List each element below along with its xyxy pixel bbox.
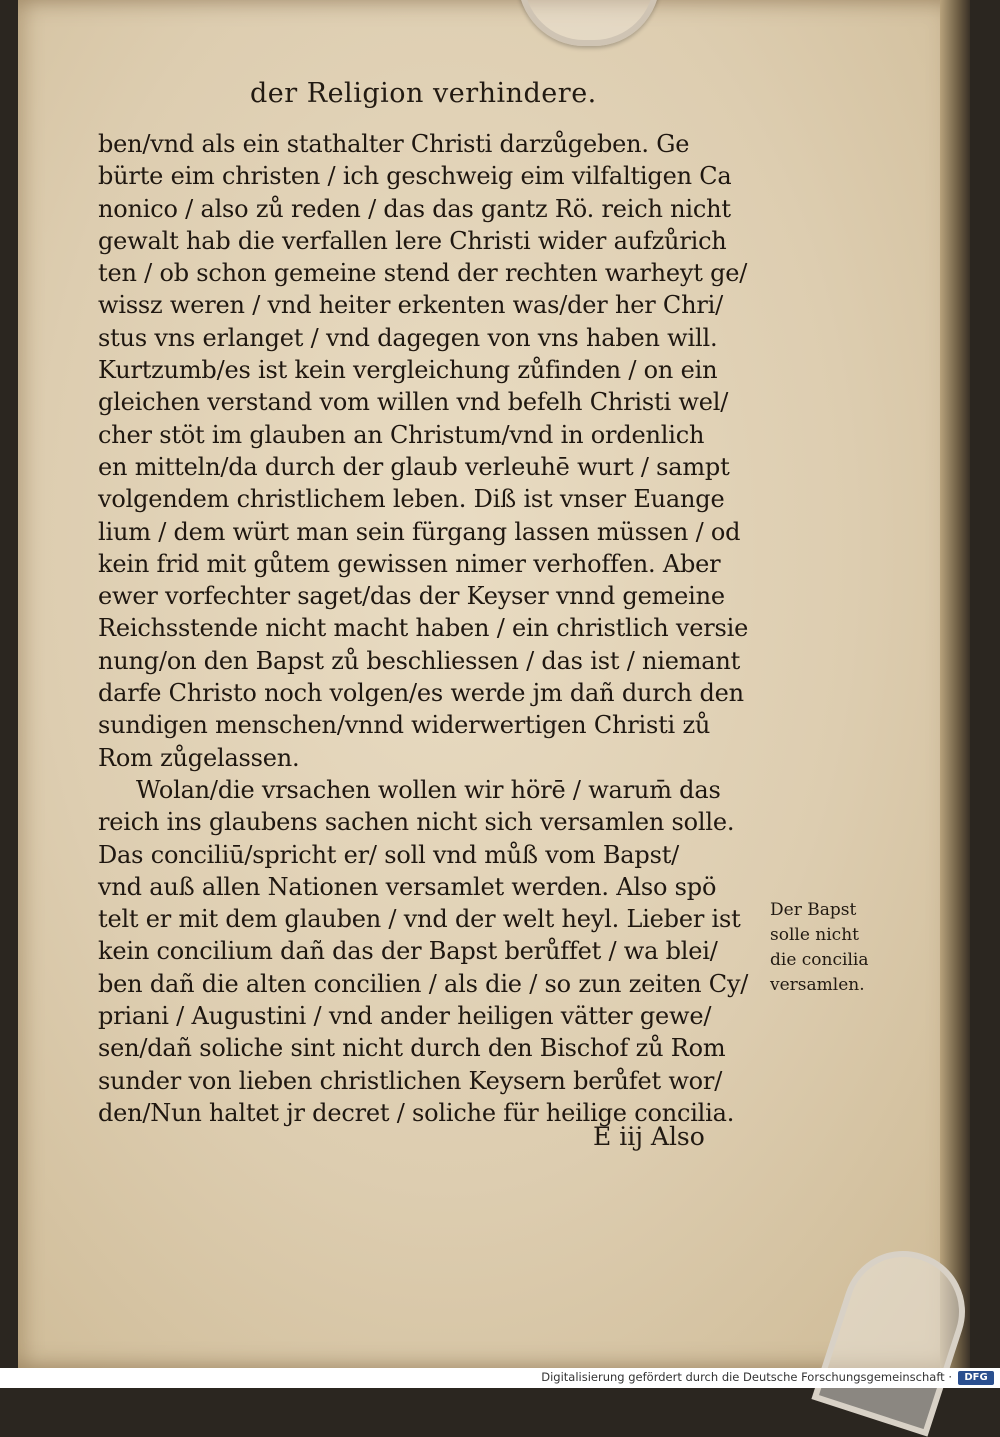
text-line: Das conciliū/spricht er/ soll vnd můß vom Bapst/ bbox=[98, 840, 680, 869]
running-header: der Religion verhindere. bbox=[250, 78, 597, 109]
text-line: sen/dañ soliche sint nicht durch den Bischof zů Rom bbox=[98, 1034, 726, 1063]
page-edge bbox=[940, 0, 970, 1368]
text-line: darfe Christo noch volgen/es werde jm dañ durch den bbox=[98, 679, 744, 708]
text-line: telt er mit dem glauben / vnd der welt heyl. Lieber ist bbox=[98, 905, 741, 934]
text-line: cher stöt im glauben an Christum/vnd in ordenlich bbox=[98, 420, 705, 449]
text-line: ben dañ die alten concilien / als die / so zun zeiten Cy/ bbox=[98, 969, 749, 998]
text-line: reich ins glaubens sachen nicht sich versamlen solle. bbox=[98, 808, 735, 837]
text-line: ten / ob schon gemeine stend der rechten warheyt ge/ bbox=[98, 259, 748, 288]
text-line: priani / Augustini / vnd ander heiligen vätter gewe/ bbox=[98, 1002, 712, 1031]
body-text bbox=[98, 128, 778, 1129]
text-line: vnd auß allen Nationen versamlet werden. Also spö bbox=[98, 872, 717, 901]
text-line: sundigen menschen/vnnd widerwertigen Christi zů bbox=[98, 711, 711, 740]
book-page bbox=[18, 0, 970, 1368]
footer-credit: Digitalisierung gefördert durch die Deutsche Forschungsgemeinschaft · bbox=[541, 1370, 952, 1384]
text-line: volgendem christlichem leben. Diß ist vnser Euange bbox=[98, 485, 725, 514]
text-line: nonico / also zů reden / das das gantz Rö. reich nicht bbox=[98, 194, 731, 223]
margin-note bbox=[770, 898, 900, 998]
text-line: kein concilium dañ das der Bapst berůffet / wa blei/ bbox=[98, 937, 718, 966]
text-line: bürte eim christen / ich geschweig eim vilfaltigen Ca bbox=[98, 162, 732, 191]
text-line: lium / dem würt man sein fürgang lassen müssen / od bbox=[98, 517, 741, 546]
text-line: en mitteln/da durch der glaub verleuhē wurt / sampt bbox=[98, 452, 730, 481]
text-line: Reichsstende nicht macht haben / ein christlich versie bbox=[98, 614, 749, 643]
margin-note-line: Der Bapst bbox=[770, 900, 857, 920]
margin-note-line: versamlen. bbox=[770, 975, 865, 995]
text-line: Wolan/die vrsachen wollen wir hörē / warum̄ das bbox=[136, 775, 721, 804]
margin-note-line: die concilia bbox=[770, 950, 869, 970]
signature-mark: E iij Also bbox=[593, 1122, 705, 1151]
text-line: kein frid mit gůtem gewissen nimer verhoffen. Aber bbox=[98, 549, 721, 578]
text-line: Rom zůgelassen. bbox=[98, 743, 300, 772]
text-line: wissz weren / vnd heiter erkenten was/der her Chri/ bbox=[98, 291, 723, 320]
text-line: nung/on den Bapst zů beschliessen / das ist / niemant bbox=[98, 646, 741, 675]
text-line: Kurtzumb/es ist kein vergleichung zůfinden / on ein bbox=[98, 356, 718, 385]
text-line: gewalt hab die verfallen lere Christi wider aufzůrich bbox=[98, 226, 727, 255]
text-line: sunder von lieben christlichen Keysern berůfet wor/ bbox=[98, 1066, 723, 1095]
dfg-logo-icon: DFG bbox=[958, 1371, 994, 1385]
footer-bar bbox=[0, 1368, 1000, 1388]
text-line: gleichen verstand vom willen vnd befelh Christi wel/ bbox=[98, 388, 729, 417]
text-line: ben/vnd als ein stathalter Christi darzůgeben. Ge bbox=[98, 130, 690, 158]
text-line: ewer vorfechter saget/das der Keyser vnnd gemeine bbox=[98, 582, 725, 611]
text-line: den/Nun haltet jr decret / soliche für heilige concilia. bbox=[98, 1098, 735, 1127]
paper-clip-top bbox=[518, 0, 660, 46]
margin-note-line: solle nicht bbox=[770, 925, 859, 945]
text-line: stus vns erlanget / vnd dagegen von vns haben will. bbox=[98, 323, 718, 352]
